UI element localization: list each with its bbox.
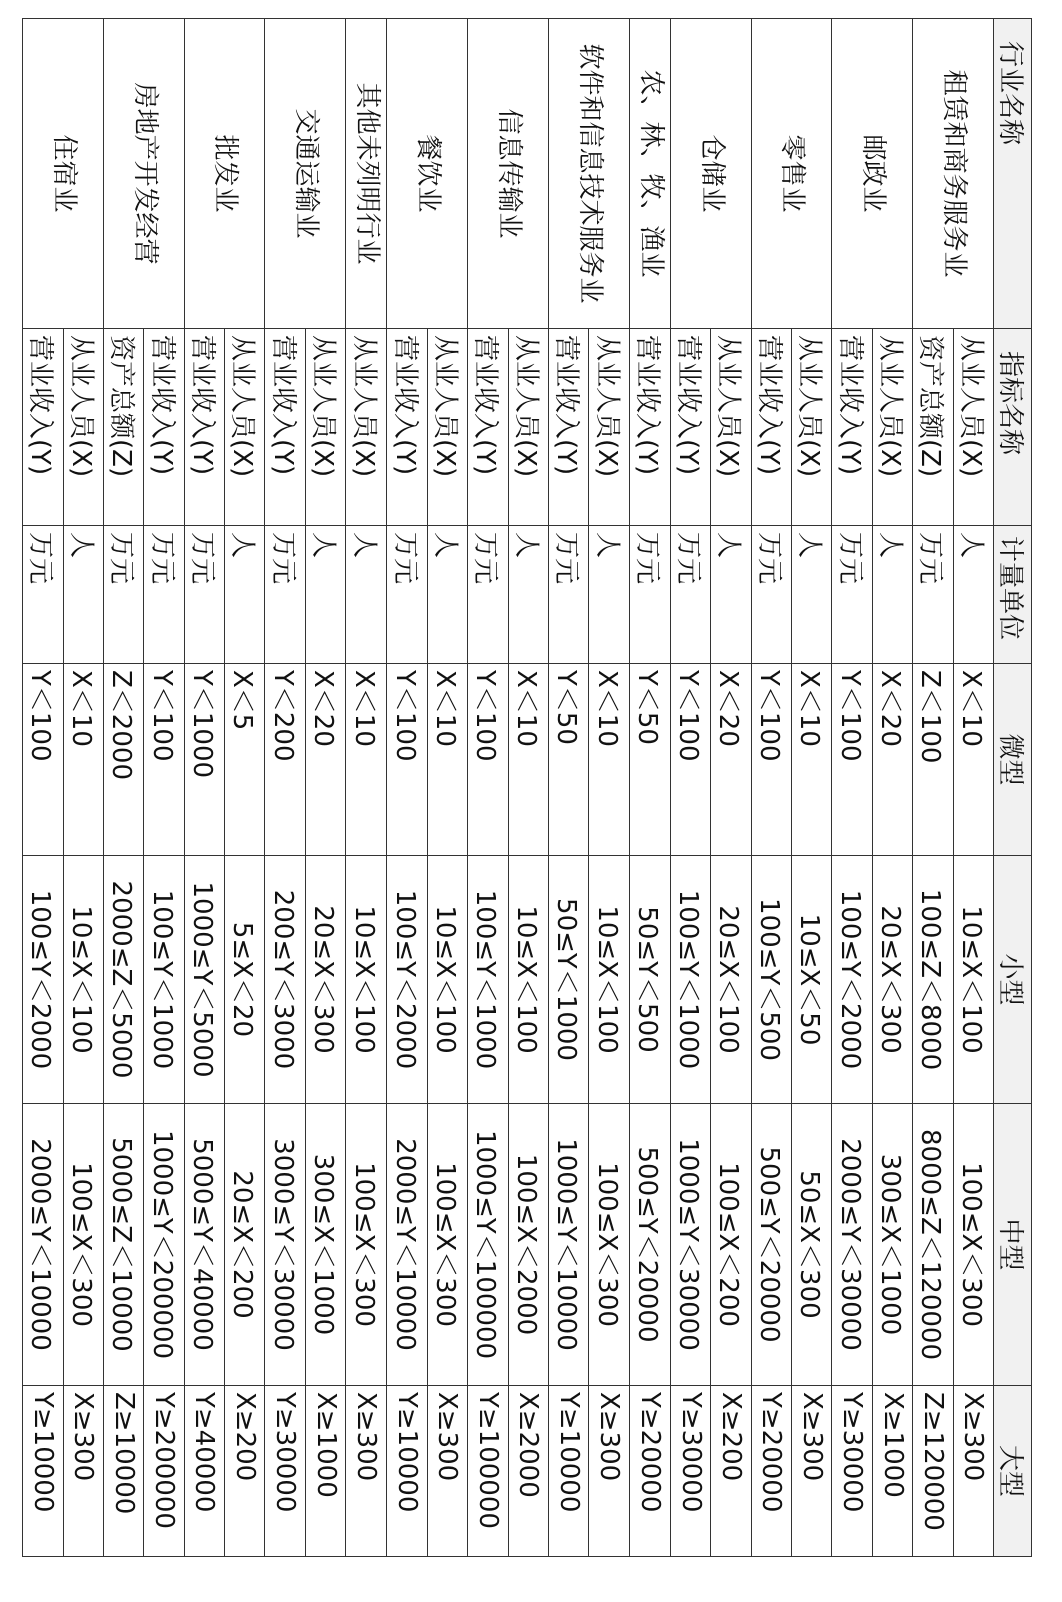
indicator-cell: 从业人员(X)	[508, 329, 548, 526]
unit-cell: 人	[305, 526, 345, 664]
indicator-cell: 资产总额(Z)	[913, 329, 953, 526]
industry-cell: 邮政业	[832, 19, 913, 329]
unit-cell: 万元	[832, 526, 872, 664]
industry-cell: 仓储业	[670, 19, 751, 329]
industry-cell: 零售业	[751, 19, 832, 329]
small-cell: 10≤X＜100	[63, 856, 103, 1104]
table-row	[508, 19, 548, 1557]
indicator-cell: 从业人员(X)	[63, 329, 103, 526]
unit-cell: 万元	[265, 526, 305, 664]
medium-cell: 5000≤Z＜10000	[103, 1104, 143, 1386]
micro-cell: X＜10	[346, 664, 387, 856]
industry-cell: 房地产开发经营	[103, 19, 184, 329]
micro-cell: X＜10	[508, 664, 548, 856]
small-cell: 50≤Y＜500	[629, 856, 670, 1104]
medium-cell: 2000≤Y＜10000	[23, 1104, 64, 1386]
indicator-cell: 营业收入(Y)	[184, 329, 224, 526]
indicator-cell: 营业收入(Y)	[629, 329, 670, 526]
medium-cell: 20≤X＜200	[225, 1104, 265, 1386]
industry-cell: 信息传输业	[468, 19, 549, 329]
industry-cell: 软件和信息技术服务业	[548, 19, 629, 329]
unit-cell: 万元	[670, 526, 710, 664]
small-cell: 100≤Y＜2000	[387, 856, 427, 1104]
micro-cell: Y＜100	[23, 664, 64, 856]
micro-cell: Y＜100	[144, 664, 184, 856]
micro-cell: X＜5	[225, 664, 265, 856]
table-row	[872, 19, 912, 1557]
micro-cell: Y＜200	[265, 664, 305, 856]
header-indicator: 指标名称	[994, 329, 1032, 526]
industry-cell: 农、林、牧、渔业	[629, 19, 670, 329]
unit-cell: 万元	[103, 526, 143, 664]
medium-cell: 100≤X＜300	[953, 1104, 993, 1386]
medium-cell: 8000≤Z＜120000	[913, 1104, 953, 1386]
indicator-cell: 营业收入(Y)	[548, 329, 588, 526]
small-cell: 200≤Y＜3000	[265, 856, 305, 1104]
large-cell: Z≥10000	[103, 1386, 143, 1557]
large-cell: Y≥20000	[629, 1386, 670, 1557]
large-cell: Y≥100000	[468, 1386, 508, 1557]
unit-cell: 万元	[23, 526, 64, 664]
industry-cell: 餐饮业	[387, 19, 468, 329]
large-cell: X≥2000	[508, 1386, 548, 1557]
large-cell: Y≥30000	[265, 1386, 305, 1557]
table-row	[711, 19, 751, 1557]
unit-cell: 人	[225, 526, 265, 664]
small-cell: 20≤X＜100	[711, 856, 751, 1104]
small-cell: 10≤X＜100	[346, 856, 387, 1104]
small-cell: 50≤Y＜1000	[548, 856, 588, 1104]
unit-cell: 人	[711, 526, 751, 664]
header-large: 大型	[994, 1386, 1032, 1557]
large-cell: Y≥30000	[832, 1386, 872, 1557]
micro-cell: Y＜50	[629, 664, 670, 856]
micro-cell: Y＜50	[548, 664, 588, 856]
header-small: 小型	[994, 856, 1032, 1104]
small-cell: 10≤X＜100	[953, 856, 993, 1104]
large-cell: Y≥30000	[670, 1386, 710, 1557]
indicator-cell: 从业人员(X)	[225, 329, 265, 526]
small-cell: 100≤Y＜1000	[670, 856, 710, 1104]
micro-cell: Y＜100	[468, 664, 508, 856]
medium-cell: 100≤X＜200	[711, 1104, 751, 1386]
small-cell: 100≤Z＜8000	[913, 856, 953, 1104]
medium-cell: 100≤X＜2000	[508, 1104, 548, 1386]
micro-cell: Y＜100	[387, 664, 427, 856]
micro-cell: Y＜100	[832, 664, 872, 856]
unit-cell: 人	[792, 526, 832, 664]
unit-cell: 人	[872, 526, 912, 664]
indicator-cell: 营业收入(Y)	[670, 329, 710, 526]
medium-cell: 100≤X＜300	[589, 1104, 629, 1386]
table-row	[953, 19, 993, 1557]
medium-cell: 500≤Y＜20000	[629, 1104, 670, 1386]
unit-cell: 人	[508, 526, 548, 664]
micro-cell: X＜20	[711, 664, 751, 856]
large-cell: Y≥40000	[184, 1386, 224, 1557]
medium-cell: 500≤Y＜20000	[751, 1104, 791, 1386]
large-cell: X≥300	[953, 1386, 993, 1557]
table-row	[305, 19, 345, 1557]
indicator-cell: 从业人员(X)	[872, 329, 912, 526]
indicator-cell: 营业收入(Y)	[265, 329, 305, 526]
micro-cell: Z＜2000	[103, 664, 143, 856]
table-row	[144, 19, 184, 1557]
indicator-cell: 营业收入(Y)	[23, 329, 64, 526]
micro-cell: X＜10	[589, 664, 629, 856]
medium-cell: 2000≤Y＜30000	[832, 1104, 872, 1386]
micro-cell: X＜10	[427, 664, 467, 856]
small-cell: 20≤X＜300	[872, 856, 912, 1104]
industry-cell: 住宿业	[23, 19, 104, 329]
small-cell: 100≤Y＜1000	[468, 856, 508, 1104]
micro-cell: Z＜100	[913, 664, 953, 856]
unit-cell: 人	[953, 526, 993, 664]
industry-cell: 租赁和商务服务业	[913, 19, 994, 329]
large-cell: Y≥200000	[144, 1386, 184, 1557]
medium-cell: 300≤X＜1000	[305, 1104, 345, 1386]
industry-cell: 交通运输业	[265, 19, 346, 329]
large-cell: X≥1000	[872, 1386, 912, 1557]
table-row	[589, 19, 629, 1557]
indicator-cell: 从业人员(X)	[427, 329, 467, 526]
unit-cell: 人	[589, 526, 629, 664]
medium-cell: 300≤X＜1000	[872, 1104, 912, 1386]
medium-cell: 1000≤Y＜30000	[670, 1104, 710, 1386]
large-cell: Z≥120000	[913, 1386, 953, 1557]
unit-cell: 万元	[184, 526, 224, 664]
header-unit: 计量单位	[994, 526, 1032, 664]
large-cell: X≥300	[346, 1386, 387, 1557]
small-cell: 10≤X＜100	[427, 856, 467, 1104]
medium-cell: 50≤X＜300	[792, 1104, 832, 1386]
medium-cell: 1000≤Y＜10000	[548, 1104, 588, 1386]
header-row	[994, 19, 1032, 1557]
unit-cell: 万元	[144, 526, 184, 664]
large-cell: X≥1000	[305, 1386, 345, 1557]
medium-cell: 2000≤Y＜10000	[387, 1104, 427, 1386]
large-cell: Y≥10000	[387, 1386, 427, 1557]
large-cell: X≥200	[225, 1386, 265, 1557]
micro-cell: Y＜100	[670, 664, 710, 856]
indicator-cell: 营业收入(Y)	[468, 329, 508, 526]
large-cell: Y≥10000	[548, 1386, 588, 1557]
micro-cell: Y＜1000	[184, 664, 224, 856]
table-row	[63, 19, 103, 1557]
indicator-cell: 营业收入(Y)	[832, 329, 872, 526]
large-cell: X≥300	[792, 1386, 832, 1557]
indicator-cell: 营业收入(Y)	[144, 329, 184, 526]
rotated-page	[22, 18, 1032, 1556]
indicator-cell: 从业人员(X)	[792, 329, 832, 526]
micro-cell: X＜20	[305, 664, 345, 856]
header-micro: 微型	[994, 664, 1032, 856]
medium-cell: 3000≤Y＜30000	[265, 1104, 305, 1386]
medium-cell: 100≤X＜300	[346, 1104, 387, 1386]
large-cell: X≥300	[427, 1386, 467, 1557]
indicator-cell: 从业人员(X)	[305, 329, 345, 526]
table-row	[427, 19, 467, 1557]
small-cell: 10≤X＜50	[792, 856, 832, 1104]
indicator-cell: 营业收入(Y)	[387, 329, 427, 526]
large-cell: X≥200	[711, 1386, 751, 1557]
small-cell: 5≤X＜20	[225, 856, 265, 1104]
large-cell: X≥300	[589, 1386, 629, 1557]
unit-cell: 万元	[913, 526, 953, 664]
micro-cell: X＜10	[63, 664, 103, 856]
micro-cell: X＜10	[953, 664, 993, 856]
small-cell: 100≤Y＜2000	[23, 856, 64, 1104]
indicator-cell: 营业收入(Y)	[751, 329, 791, 526]
unit-cell: 万元	[387, 526, 427, 664]
medium-cell: 1000≤Y＜100000	[468, 1104, 508, 1386]
header-medium: 中型	[994, 1104, 1032, 1386]
table-row	[225, 19, 265, 1557]
micro-cell: Y＜100	[751, 664, 791, 856]
small-cell: 10≤X＜100	[508, 856, 548, 1104]
micro-cell: X＜20	[872, 664, 912, 856]
indicator-cell: 从业人员(X)	[589, 329, 629, 526]
small-cell: 100≤Y＜2000	[832, 856, 872, 1104]
small-cell: 1000≤Y＜5000	[184, 856, 224, 1104]
micro-cell: X＜10	[792, 664, 832, 856]
table-row	[346, 19, 387, 1557]
medium-cell: 100≤X＜300	[63, 1104, 103, 1386]
large-cell: X≥300	[63, 1386, 103, 1557]
industry-cell: 其他未列明行业	[346, 19, 387, 329]
small-cell: 20≤X＜300	[305, 856, 345, 1104]
small-cell: 2000≤Z＜5000	[103, 856, 143, 1104]
small-cell: 100≤Y＜500	[751, 856, 791, 1104]
indicator-cell: 从业人员(X)	[711, 329, 751, 526]
table-row	[629, 19, 670, 1557]
unit-cell: 人	[427, 526, 467, 664]
large-cell: Y≥20000	[751, 1386, 791, 1557]
unit-cell: 万元	[629, 526, 670, 664]
unit-cell: 人	[346, 526, 387, 664]
header-industry: 行业名称	[994, 19, 1032, 329]
indicator-cell: 资产总额(Z)	[103, 329, 143, 526]
table-row	[792, 19, 832, 1557]
industry-cell: 批发业	[184, 19, 265, 329]
small-cell: 10≤X＜100	[589, 856, 629, 1104]
medium-cell: 5000≤Y＜40000	[184, 1104, 224, 1386]
large-cell: Y≥10000	[23, 1386, 64, 1557]
small-cell: 100≤Y＜1000	[144, 856, 184, 1104]
unit-cell: 万元	[468, 526, 508, 664]
indicator-cell: 从业人员(X)	[346, 329, 387, 526]
unit-cell: 万元	[751, 526, 791, 664]
sme-classification-table	[22, 18, 1032, 1557]
medium-cell: 1000≤Y＜200000	[144, 1104, 184, 1386]
medium-cell: 100≤X＜300	[427, 1104, 467, 1386]
indicator-cell: 从业人员(X)	[953, 329, 993, 526]
unit-cell: 人	[63, 526, 103, 664]
unit-cell: 万元	[548, 526, 588, 664]
